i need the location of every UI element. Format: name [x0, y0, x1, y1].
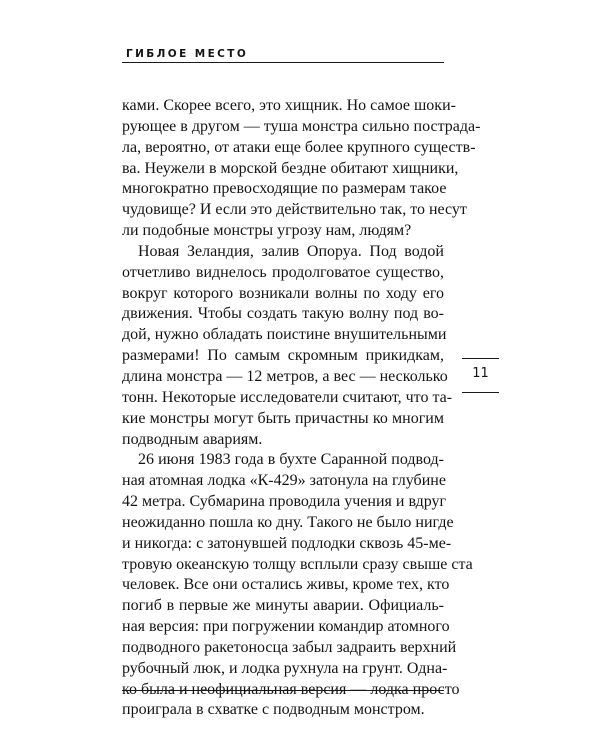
text-line: подводного ракетоносца забыл задраить верхний — [122, 638, 457, 656]
text-line: чудовище? И если это действительно так, то несут — [122, 201, 467, 219]
text-line: ная версия: при погружении командир атомного — [122, 618, 450, 636]
text-line: дой, нужно обладать поистине внушительными — [122, 326, 447, 344]
text-line: движения. Чтобы создать такую волну под во- — [122, 305, 444, 323]
text-line: многократно превосходящие по размерам такое — [122, 180, 447, 198]
text-line: ная атомная лодка «К-429» затонула на глубине — [122, 472, 446, 490]
text-line: человек. Все они остались живы, кроме тех, кто — [122, 576, 450, 594]
text-line: подводным авариям. — [122, 430, 263, 448]
page-number-rule-top — [462, 358, 499, 359]
text-line: длина монстра — 12 метров, а вес — несколько — [122, 367, 448, 385]
text-line: 26 июня 1983 года в бухте Саранной подвод- — [138, 451, 444, 469]
text-line: и никогда: с затонувшей подлодки сквозь 45-ме- — [122, 534, 452, 552]
page-number-rule-bottom — [462, 392, 499, 393]
running-header: ГИБЛОЕ МЕСТО — [126, 48, 249, 60]
text-line: ла, вероятно, от атаки еще более крупного существ- — [122, 138, 476, 156]
text-line: ко была и неофициальная версия — лодка просто — [122, 680, 460, 698]
text-line: кие монстры могут быть причастны ко многим — [122, 409, 444, 427]
text-line: вокруг которого возникали волны по ходу его — [122, 284, 444, 302]
text-line: Новая Зеландия, залив Опоруа. Под водой — [138, 242, 444, 260]
footer-rule — [122, 690, 444, 691]
text-line: неожиданно пошла ко дну. Такого не было нигде — [122, 513, 454, 531]
text-line: ками. Скорее всего, это хищник. Но самое шоки- — [122, 97, 456, 114]
text-line: размерами! По самым скромным прикидкам, — [122, 347, 444, 365]
text-line: погиб в первые же минуты аварии. Официаль- — [122, 597, 444, 615]
text-line: рубочный люк, и лодка рухнула на грунт. Одна- — [122, 659, 448, 677]
page-number: 11 — [472, 366, 489, 381]
text-line: тонн. Некоторые исследователи считают, что та- — [122, 388, 453, 406]
text-line: рующее в другом — туша монстра сильно пострада- — [122, 117, 481, 135]
text-line: 42 метра. Субмарина проводила учения и вдруг — [122, 493, 447, 511]
header-rule — [122, 62, 444, 63]
text-line: проиграла в схватке с подводным монстром. — [122, 701, 425, 719]
text-line: отчетливо виднелось продолговатое существо, — [122, 263, 444, 281]
text-line: ва. Неужели в морской бездне обитают хищники, — [122, 159, 459, 177]
text-line: ли подобные монстры угрозу нам, людям? — [122, 222, 412, 240]
text-line: тровую океанскую толщу всплыли сразу свыше ста — [122, 555, 473, 573]
